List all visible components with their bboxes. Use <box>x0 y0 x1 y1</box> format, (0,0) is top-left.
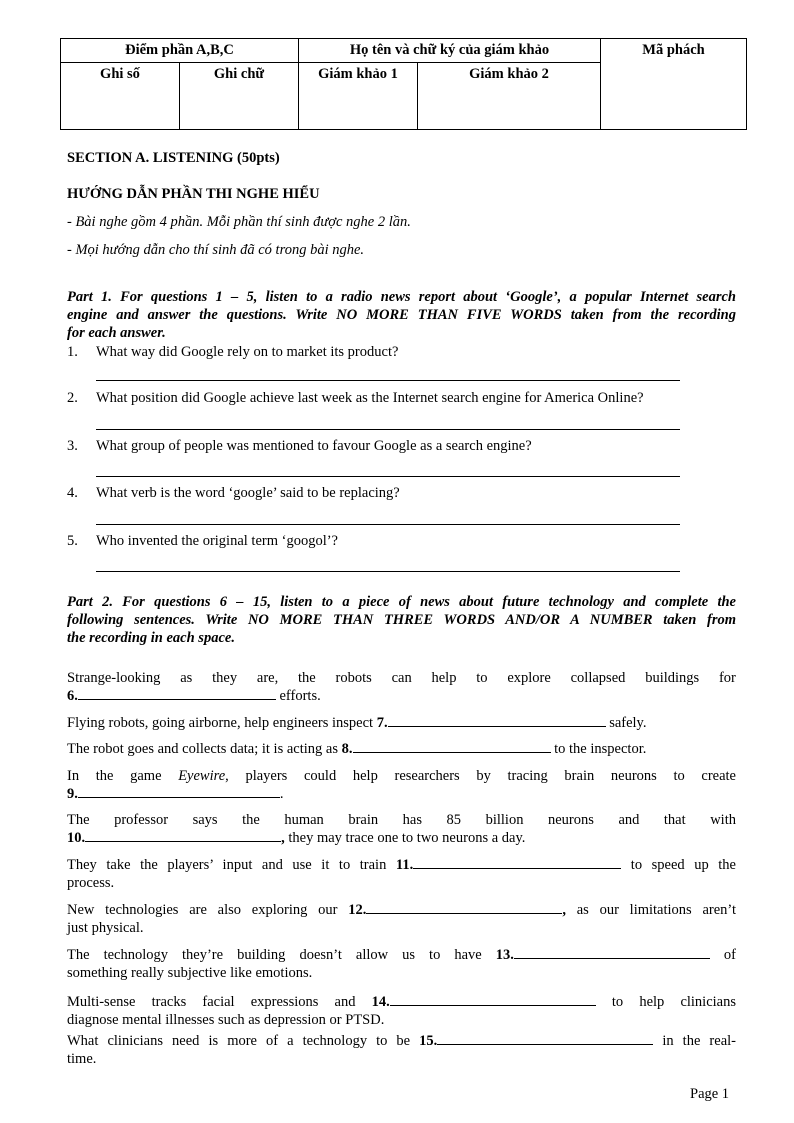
sentence-6-line-1 <box>67 669 736 687</box>
part1-instructions <box>67 288 736 342</box>
score-number-cell[interactable]: Ghi số <box>61 63 180 130</box>
sentence-13 <box>67 946 736 982</box>
word: help <box>431 670 457 686</box>
blank-comma: , <box>562 902 566 918</box>
sentence-text: as our limitations aren’t <box>565 902 737 918</box>
examiner2-cell[interactable]: Giám khảo 2 <box>418 63 601 130</box>
sentence-6 <box>67 669 736 705</box>
blank-7[interactable] <box>388 714 606 727</box>
sentence-text: to the inspector. <box>550 741 647 757</box>
answer-line-2[interactable] <box>96 429 680 430</box>
instructions-line-2: - Mọi hướng dẫn cho thí sinh đã có trong bài nghe. <box>67 242 365 258</box>
word: that <box>663 812 686 828</box>
sentence-text: to help clinicians <box>595 994 737 1010</box>
blank-number: 8. <box>341 741 353 757</box>
blank-15[interactable] <box>437 1032 653 1045</box>
sentence-text: in the real- <box>653 1033 736 1049</box>
word: they <box>212 670 238 686</box>
sentence-12 <box>67 901 736 937</box>
sentence-9 <box>67 767 736 803</box>
sentence-text: They take the players’ input and use it to train <box>67 857 396 873</box>
part1-instruction-line: for each answer. <box>67 325 166 341</box>
sentence-text: diagnose mental illnesses such as depression or PTSD. <box>67 1012 385 1028</box>
word: and <box>618 812 640 828</box>
part2-instruction-line: following sentences. Write NO MORE THAN THREE WORDS AND/OR A NUMBER taken from <box>67 612 736 628</box>
sentence-text: safely. <box>605 715 647 731</box>
sentence-text: , players could help researchers by tracing brain neurons to create <box>225 768 736 784</box>
instructions-line-1: - Bài nghe gồm 4 phần. Mỗi phần thí sinh được nghe 2 lần. <box>67 214 411 230</box>
sentence-10 <box>67 811 736 847</box>
answer-line-3[interactable] <box>96 476 680 477</box>
examiner-header: Họ tên và chữ ký của giám khảo <box>299 39 601 63</box>
blank-13[interactable] <box>514 946 710 959</box>
sentence-8 <box>67 740 736 758</box>
part1-instruction-line: Part 1. For questions 1 – 5, listen to a radio news report about ‘Google’, a popular Internet search <box>67 289 736 305</box>
examiner1-cell[interactable]: Giám khảo 1 <box>299 63 418 130</box>
word: 85 <box>446 812 462 828</box>
section-title: SECTION A. LISTENING (50pts) <box>67 150 280 166</box>
sentence-text: something really subjective like emotions. <box>67 965 313 981</box>
question-number: 3. <box>67 438 78 454</box>
sentence-text: Flying robots, going airborne, help engineers inspect <box>67 715 377 731</box>
word: billion <box>485 812 524 828</box>
sentence-14 <box>67 993 736 1029</box>
word: human <box>284 812 324 828</box>
sentence-text: . <box>279 786 284 802</box>
sentence-text: process. <box>67 875 115 891</box>
code-header: Mã phách <box>601 39 747 130</box>
blank-number: 10. <box>67 830 86 846</box>
answer-line-5[interactable] <box>96 571 680 572</box>
word: neurons <box>547 812 594 828</box>
word: with <box>710 812 736 828</box>
question-text: What group of people was mentioned to favour Google as a search engine? <box>96 438 532 454</box>
question-number: 5. <box>67 533 78 549</box>
sentence-7 <box>67 714 736 732</box>
sentence-text: of <box>709 947 736 963</box>
part1-instruction-line: engine and answer the questions. Write NO MORE THAN FIVE WORDS taken from the recording <box>67 307 736 323</box>
blank-14[interactable] <box>390 993 596 1006</box>
blank-number: 9. <box>67 786 78 802</box>
sentence-9-line-2 <box>67 785 736 803</box>
part2-instructions <box>67 593 736 647</box>
word: collapsed <box>570 670 626 686</box>
score-table <box>60 38 747 130</box>
sentence-text: to speed up the <box>621 857 736 873</box>
score-header: Điểm phần A,B,C <box>61 39 299 63</box>
blank-number: 14. <box>371 994 390 1010</box>
blank-comma: , <box>281 830 285 846</box>
part2-instruction-line: the recording in each space. <box>67 630 235 646</box>
sentence-13-line-1 <box>67 946 736 964</box>
sentence-text: The robot goes and collects data; it is acting as <box>67 741 342 757</box>
sentence-text: What clinicians need is more of a technology to be <box>67 1033 420 1049</box>
question-number: 2. <box>67 390 78 406</box>
sentence-text: efforts. <box>275 688 321 704</box>
blank-12[interactable] <box>366 901 562 914</box>
question-number: 1. <box>67 344 78 360</box>
sentence-12-line-1 <box>67 901 736 919</box>
sentence-14-line-1 <box>67 993 736 1011</box>
blank-9[interactable] <box>78 785 280 798</box>
page-number: Page 1 <box>690 1086 730 1102</box>
blank-11[interactable] <box>413 856 621 869</box>
question-number: 4. <box>67 485 78 501</box>
question-text: What position did Google achieve last week as the Internet search engine for America Online? <box>96 390 644 406</box>
blank-number: 13. <box>495 947 514 963</box>
answer-line-4[interactable] <box>96 524 680 525</box>
word: brain <box>348 812 379 828</box>
sentence-text: New technologies are also exploring our <box>67 902 349 918</box>
sentence-6-line-2 <box>67 687 736 705</box>
word: for <box>718 670 736 686</box>
blank-number: 6. <box>67 688 78 704</box>
game-name: Eyewire <box>178 768 226 784</box>
word: explore <box>507 670 551 686</box>
blank-number: 7. <box>376 715 388 731</box>
blank-10[interactable] <box>85 829 281 842</box>
sentence-9-line-1 <box>67 767 736 785</box>
word: can <box>391 670 412 686</box>
blank-number: 15. <box>419 1033 438 1049</box>
blank-8[interactable] <box>353 740 551 753</box>
sentence-10-line-1 <box>67 811 736 829</box>
sentence-text: they may trace one to two neurons a day. <box>284 830 526 846</box>
word: buildings <box>645 670 700 686</box>
word: as <box>180 670 193 686</box>
blank-number: 11. <box>395 857 414 873</box>
sentence-text: Multi-sense tracks facial expressions and <box>67 994 372 1010</box>
word: to <box>476 670 488 686</box>
question-text: Who invented the original term ‘googol’? <box>96 533 338 549</box>
word: robots <box>335 670 372 686</box>
score-words-cell[interactable]: Ghi chữ <box>180 63 299 130</box>
word: has <box>402 812 423 828</box>
question-text: What verb is the word ‘google’ said to be replacing? <box>96 485 400 501</box>
answer-line-1[interactable] <box>96 380 680 381</box>
word: are, <box>256 670 279 686</box>
sentence-text: The technology they’re building doesn’t allow us to have <box>67 947 496 963</box>
word: the <box>242 812 260 828</box>
blank-number: 12. <box>348 902 367 918</box>
part2-instruction-line: Part 2. For questions 6 – 15, listen to a piece of news about future technology and complete the <box>67 594 736 610</box>
sentence-text: time. <box>67 1051 97 1067</box>
sentence-15 <box>67 1032 736 1068</box>
sentence-11 <box>67 856 736 892</box>
blank-6[interactable] <box>78 687 276 700</box>
sentence-15-line-1 <box>67 1032 736 1050</box>
sentence-10-line-2 <box>67 829 736 847</box>
sentence-text: just physical. <box>67 920 144 936</box>
sentence-text: In the game <box>67 768 179 784</box>
word: professor <box>114 812 169 828</box>
word: The <box>67 812 90 828</box>
word: Strange-looking <box>67 670 161 686</box>
word: says <box>192 812 218 828</box>
word: the <box>298 670 316 686</box>
question-text: What way did Google rely on to market its product? <box>96 344 399 360</box>
sentence-11-line-1 <box>67 856 736 874</box>
instructions-title: HƯỚNG DẪN PHẦN THI NGHE HIỂU <box>67 186 320 202</box>
